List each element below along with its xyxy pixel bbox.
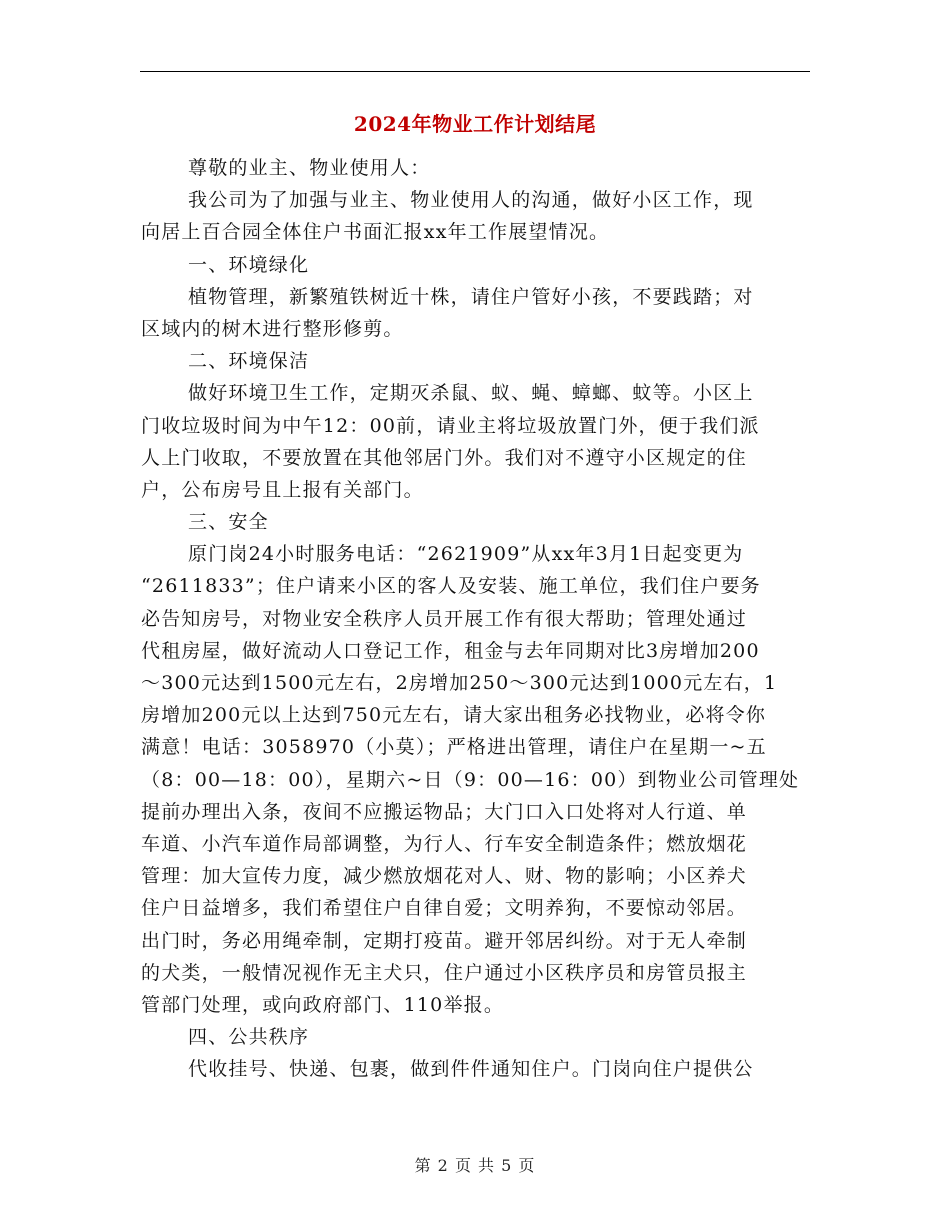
body-text-line: 住户日益增多，我们希望住户自律自爱；文明养狗，不要惊动邻居。 <box>141 897 748 920</box>
body-text-line: 代收挂号、快递、包裹，做到件件通知住户。门岗向住户提供公 <box>188 1058 754 1081</box>
body-text-line: 二、环境保洁 <box>188 350 310 373</box>
body-text-line: 车道、小汽车道作局部调整，为行人、行车安全制造条件；燃放烟花 <box>141 832 748 855</box>
body-text-line: 植物管理，新繁殖铁树近十株，请住户管好小孩，不要践踏；对 <box>188 285 754 308</box>
body-text-line: 一、环境绿化 <box>188 253 310 276</box>
body-text-line: 原门岗24小时服务电话：“2621909”从xx年3月1日起变更为 <box>188 543 744 566</box>
body-text-line: 代租房屋，做好流动人口登记工作，租金与去年同期对比3房增加200 <box>141 639 760 662</box>
body-text-line: 区域内的树木进行整形修剪。 <box>141 317 404 340</box>
document-body <box>141 152 809 1085</box>
body-text-line: 人上门收取，不要放置在其他邻居门外。我们对不遵守小区规定的住 <box>141 446 748 469</box>
document-title: 2024年物业工作计划结尾 <box>353 112 597 136</box>
body-text-line: 管理：加大宣传力度，减少燃放烟花对人、财、物的影响；小区养犬 <box>141 865 748 888</box>
body-text-line: 尊敬的业主、物业使用人： <box>188 157 431 179</box>
body-text-line: ～300元达到1500元左右，2房增加250～300元达到1000元左右，1 <box>141 672 778 694</box>
page-number: 第 2 页 共 5 页 <box>414 1156 536 1175</box>
body-text-line: 我公司为了加强与业主、物业使用人的沟通，做好小区工作，现 <box>188 189 754 212</box>
body-text-line: 必告知房号，对物业安全秩序人员开展工作有很大帮助；管理处通过 <box>141 607 748 630</box>
body-text-line: （8：00—18：00），星期六~日（9：00—16：00）到物业公司管理处 <box>141 768 800 791</box>
body-text-line: 向居上百合园全体住户书面汇报xx年工作展望情况。 <box>141 221 610 244</box>
body-text-line: 提前办理出入条，夜间不应搬运物品；大门口入口处将对人行道、单 <box>141 800 748 823</box>
body-text-line: 户，公布房号且上报有关部门。 <box>141 478 424 501</box>
body-text-line: 做好环境卫生工作，定期灭杀鼠、蚁、蝇、蟑螂、蚊等。小区上 <box>188 382 754 405</box>
header-rule <box>140 71 810 72</box>
body-text-line: 门收垃圾时间为中午12：00前，请业主将垃圾放置门外，便于我们派 <box>141 414 760 437</box>
body-text-line: 的犬类，一般情况视作无主犬只，住户通过小区秩序员和房管员报主 <box>141 961 748 984</box>
body-text-line: 满意！电话：3058970（小莫）；严格进出管理，请住户在星期一~五 <box>141 736 767 759</box>
body-text-line: 三、安全 <box>188 511 269 534</box>
body-text-line: 管部门处理，或向政府部门、110举报。 <box>141 993 505 1016</box>
body-text-line: 房增加200元以上达到750元左右，请大家出租务必找物业，必将令你 <box>141 704 767 727</box>
body-text-line: 四、公共秩序 <box>188 1026 310 1049</box>
body-text-line: “2611833”；住户请来小区的客人及安装、施工单位，我们住户要务 <box>141 575 761 598</box>
body-text-line: 出门时，务必用绳牵制，定期打疫苗。避开邻居纠纷。对于无人牵制 <box>141 929 748 952</box>
